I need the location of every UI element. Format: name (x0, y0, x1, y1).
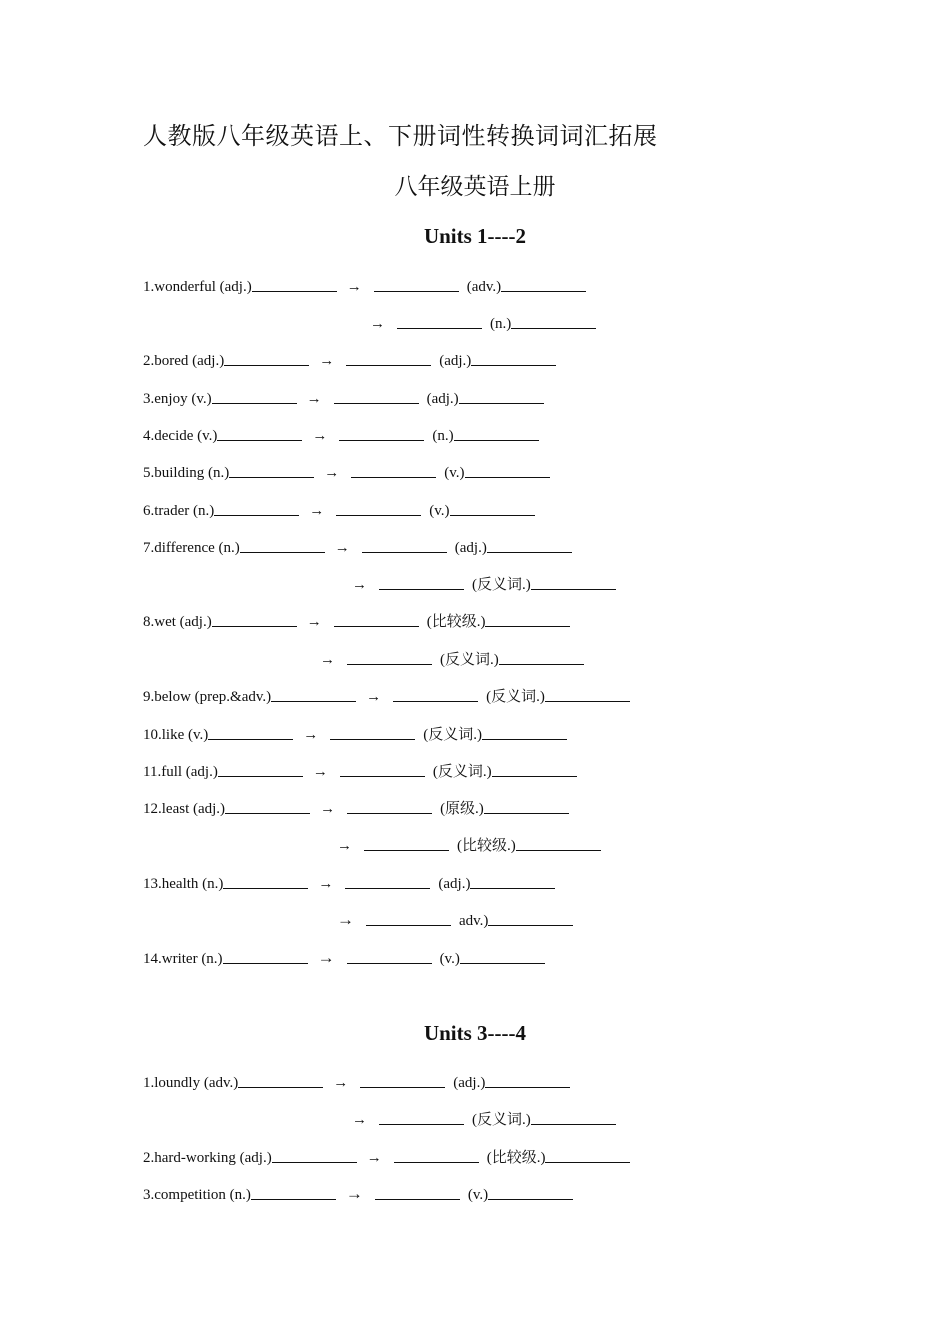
answer-blank[interactable] (339, 424, 424, 441)
answer-blank[interactable] (366, 909, 451, 926)
answer-blank[interactable] (531, 573, 616, 590)
answer-blank[interactable] (484, 797, 569, 814)
answer-blank[interactable] (499, 648, 584, 665)
document-title: 人教版八年级英语上、下册词性转换词词汇拓展 (143, 124, 658, 150)
answer-blank[interactable] (511, 312, 596, 329)
exercise-line (342, 1105, 616, 1129)
document-subtitle (0, 168, 950, 201)
pos-tag: (adj.) (439, 353, 472, 369)
pos-tag: (adj.) (438, 876, 471, 892)
pos-tag: (n.) (490, 316, 512, 332)
pos-tag: (adj.) (453, 1075, 486, 1091)
answer-blank[interactable] (362, 536, 447, 553)
arrow-icon: → (352, 577, 367, 593)
pos-tag: (比较级.) (486, 1150, 546, 1166)
answer-blank[interactable] (330, 723, 415, 740)
answer-blank[interactable] (364, 834, 449, 851)
exercise-line (143, 1143, 630, 1167)
pos-tag: (adj.) (454, 540, 487, 556)
word-prompt: 10.like (v.) (143, 727, 209, 743)
exercise-line (143, 496, 535, 520)
answer-blank[interactable] (346, 349, 431, 366)
answer-blank[interactable] (488, 909, 573, 926)
answer-blank[interactable] (360, 1071, 445, 1088)
arrow-icon: → (333, 1075, 349, 1091)
word-prompt: 1.loundly (adv.) (143, 1075, 239, 1091)
answer-blank[interactable] (485, 1071, 570, 1088)
word-prompt: 12.least (adj.) (143, 801, 226, 817)
exercise-line (360, 309, 596, 333)
exercise-line (143, 346, 556, 370)
arrow-icon: → (309, 503, 325, 519)
arrow-icon: → (345, 1184, 363, 1203)
arrow-icon: → (324, 465, 340, 481)
word-prompt: 11.full (adj.) (143, 764, 218, 780)
answer-blank[interactable] (379, 1108, 464, 1125)
word-prompt: 14.writer (n.) (143, 951, 223, 967)
answer-blank[interactable] (454, 424, 539, 441)
answer-blank[interactable] (374, 275, 459, 292)
answer-blank[interactable] (212, 610, 297, 627)
pos-tag: (v.) (429, 503, 450, 519)
pos-tag: adv.) (459, 913, 489, 929)
arrow-icon: → (312, 764, 328, 780)
exercise-line (327, 831, 601, 855)
word-prompt: 8.wet (adj.) (143, 614, 212, 630)
answer-blank[interactable] (545, 685, 630, 702)
answer-blank[interactable] (394, 1146, 479, 1163)
unit-heading-3-4: Units 3----4 (423, 1021, 527, 1045)
answer-blank[interactable] (351, 461, 436, 478)
word-prompt: 3.competition (n.) (143, 1187, 251, 1203)
pos-tag: (adv.) (466, 279, 502, 295)
answer-blank[interactable] (492, 760, 577, 777)
arrow-icon: → (370, 316, 385, 332)
answer-blank[interactable] (240, 536, 325, 553)
answer-blank[interactable] (482, 723, 567, 740)
answer-blank[interactable] (397, 312, 482, 329)
pos-tag: (比较级.) (426, 614, 486, 630)
answer-blank[interactable] (516, 834, 601, 851)
pos-tag: (v.) (444, 465, 465, 481)
exercise-line (342, 570, 616, 594)
exercise-line (143, 720, 567, 744)
answer-blank[interactable] (345, 872, 430, 889)
pos-tag: (反义词.) (423, 727, 483, 743)
answer-blank[interactable] (465, 461, 550, 478)
pos-tag: (反义词.) (432, 764, 492, 780)
arrow-icon: → (366, 689, 382, 705)
answer-blank[interactable] (501, 275, 586, 292)
exercise-line (143, 607, 570, 631)
arrow-icon: → (306, 614, 322, 630)
arrow-icon: → (318, 876, 334, 892)
exercise-line (143, 682, 630, 706)
arrow-icon: → (366, 1150, 382, 1166)
arrow-icon: → (317, 948, 335, 967)
unit-heading-1-2: Units 1----2 (423, 224, 527, 248)
pos-tag: (n.) (432, 428, 454, 444)
exercise-line (143, 272, 586, 296)
answer-blank[interactable] (223, 947, 308, 964)
arrow-icon: → (337, 838, 352, 854)
word-prompt: 7.difference (n.) (143, 540, 240, 556)
word-prompt: 2.hard-working (adj.) (143, 1150, 272, 1166)
arrow-icon: → (346, 279, 362, 295)
arrow-icon: → (312, 428, 328, 444)
pos-tag: (原级.) (440, 801, 484, 817)
answer-blank[interactable] (218, 760, 303, 777)
exercise-line (143, 757, 577, 781)
word-prompt: 3.enjoy (v.) (143, 391, 212, 407)
arrow-icon: → (319, 353, 335, 369)
answer-blank[interactable] (223, 872, 308, 889)
answer-blank[interactable] (252, 275, 337, 292)
word-prompt: 2.bored (adj.) (143, 353, 225, 369)
pos-tag: (反义词.) (472, 577, 531, 593)
answer-blank[interactable] (470, 872, 555, 889)
word-prompt: 1.wonderful (adj.) (143, 279, 252, 295)
answer-blank[interactable] (229, 461, 314, 478)
arrow-icon: → (306, 391, 322, 407)
exercise-line (143, 421, 539, 445)
answer-blank[interactable] (460, 947, 545, 964)
arrow-icon: → (334, 540, 350, 556)
answer-blank[interactable] (208, 723, 293, 740)
exercise-line (143, 1180, 573, 1204)
arrow-icon: → (303, 727, 319, 743)
word-prompt: 4.decide (v.) (143, 428, 218, 444)
arrow-icon: → (352, 1112, 367, 1128)
answer-blank[interactable] (214, 499, 299, 516)
answer-blank[interactable] (340, 760, 425, 777)
answer-blank[interactable] (487, 536, 572, 553)
word-prompt: 9.below (prep.&adv.) (143, 689, 272, 705)
answer-blank[interactable] (450, 499, 535, 516)
answer-blank[interactable] (379, 573, 464, 590)
exercise-line (143, 458, 550, 482)
answer-blank[interactable] (272, 1146, 357, 1163)
exercise-line (310, 645, 584, 669)
exercise-line (143, 1068, 570, 1092)
answer-blank[interactable] (212, 387, 297, 404)
answer-blank[interactable] (334, 610, 419, 627)
answer-blank[interactable] (393, 685, 478, 702)
pos-tag: (比较级.) (457, 838, 516, 854)
answer-blank[interactable] (224, 349, 309, 366)
answer-blank[interactable] (347, 797, 432, 814)
answer-blank[interactable] (471, 349, 556, 366)
exercise-line (327, 906, 573, 930)
answer-blank[interactable] (375, 1183, 460, 1200)
exercise-line (143, 869, 555, 893)
pos-tag: (反义词.) (486, 689, 545, 705)
arrow-icon: → (320, 801, 336, 817)
subtitle-text: 八年级英语上册 (394, 174, 556, 199)
answer-blank[interactable] (459, 387, 544, 404)
pos-tag: (反义词.) (440, 652, 499, 668)
exercise-line (143, 533, 572, 557)
pos-tag: (反义词.) (472, 1112, 531, 1128)
answer-blank[interactable] (271, 685, 356, 702)
exercise-line (143, 794, 569, 818)
answer-blank[interactable] (488, 1183, 573, 1200)
pos-tag: (v.) (467, 1187, 489, 1203)
answer-blank[interactable] (485, 610, 570, 627)
answer-blank[interactable] (251, 1183, 336, 1200)
answer-blank[interactable] (217, 424, 302, 441)
pos-tag: (adj.) (426, 391, 459, 407)
answer-blank[interactable] (347, 648, 432, 665)
arrow-icon: → (337, 910, 354, 929)
exercise-line (143, 384, 544, 408)
answer-blank[interactable] (238, 1071, 323, 1088)
pos-tag: (v.) (439, 951, 460, 967)
word-prompt: 13.health (n.) (143, 876, 224, 892)
answer-blank[interactable] (347, 947, 432, 964)
arrow-icon: → (320, 652, 335, 668)
answer-blank[interactable] (545, 1146, 630, 1163)
exercise-line (143, 944, 545, 968)
answer-blank[interactable] (225, 797, 310, 814)
answer-blank[interactable] (531, 1108, 616, 1125)
answer-blank[interactable] (334, 387, 419, 404)
answer-blank[interactable] (336, 499, 421, 516)
word-prompt: 6.trader (n.) (143, 503, 215, 519)
word-prompt: 5.building (n.) (143, 465, 230, 481)
